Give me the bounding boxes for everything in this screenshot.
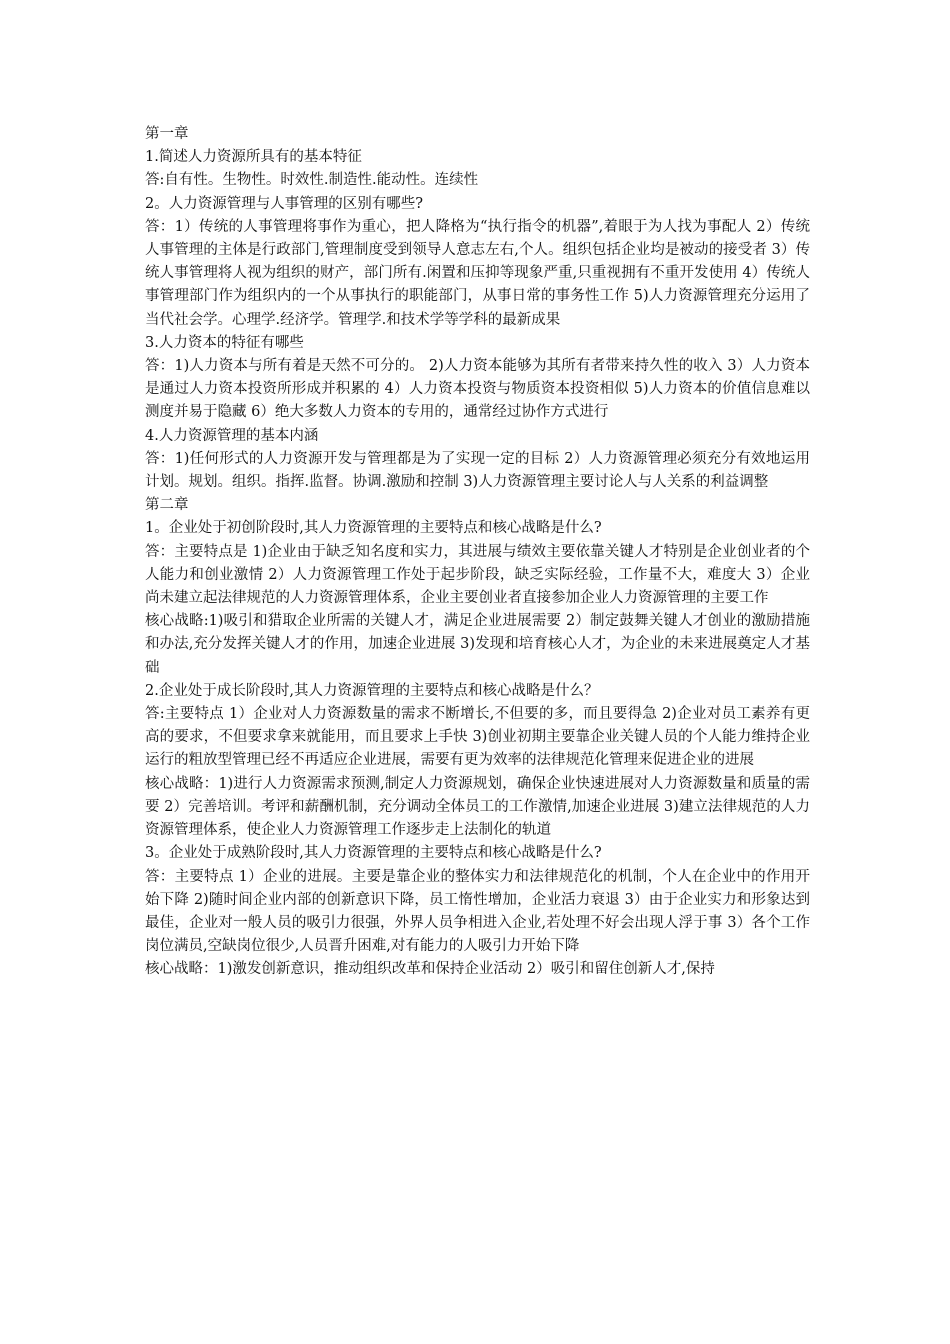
question: 2。人力资源管理与人事管理的区别有哪些?: [145, 195, 423, 212]
question: 4.人力资源管理的基本内涵: [145, 427, 319, 444]
core-strategy: 核心战略：1)进行人力资源需求预测,制定人力资源规划，确保企业快速进展对人力资源数量和质量的需要 2）完善培训。考评和薪酬机制，充分调动全体员工的工作激情,加速企业进展 3)建立法律规范的人力资源管理体系，使企业人力资源管理工作逐步走上法制化的轨道: [145, 775, 810, 839]
answer: 答：1)人力资本与所有着是天然不可分的。 2)人力资本能够为其所有者带来持久性的收入 3）人力资本是通过人力资本投资所形成并积累的 4）人力资本投资与物质资本投资相似 5)人力资本的价值信息难以测度并易于隐藏 6）绝大多数人力资本的专用的，通常经过协作方式进行: [145, 358, 810, 421]
document-page: [145, 123, 810, 982]
question: 1。企业处于初创阶段时,其人力资源管理的主要特点和核心战略是什么?: [145, 520, 602, 537]
answer: 答：主要特点 1）企业的进展。主要是靠企业的整体实力和法律规范化的机制，个人在企业中的作用开始下降 2)随时间企业内部的创新意识下降，员工惰性增加，企业活力衰退 3）由于企业实力和形象达到最佳，企业对一般人员的吸引力很强，外界人员争相进入企业,若处理不好会出现人浮于事 3）各个工作岗位满员,空缺岗位很少,人员晋升困难,对有能力的人吸引力开始下降: [145, 868, 810, 955]
answer: 答:自有性。生物性。时效性.制造性.能动性。连续性: [145, 172, 479, 189]
chapter-heading: 第一章: [145, 126, 189, 142]
question: 1.简述人力资源所具有的基本特征: [145, 149, 362, 166]
chapter-heading: 第二章: [145, 497, 189, 514]
core-strategy: 核心战略:1)吸引和猎取企业所需的关键人才，满足企业进展需要 2）制定鼓舞关键人才创业的激励措施和办法,充分发挥关键人才的作用，加速企业进展 3)发现和培育核心人才，为企业的未来进展奠定人才基础: [145, 613, 810, 676]
answer: 答：1）传统的人事管理将事作为重心，把人降格为“执行指令的机器”,着眼于为人找为事配人 2）传统人事管理的主体是行政部门,管理制度受到领导人意志左右,个人。组织包括企业均是被动的接受者 3）传统人事管理将人视为组织的财产，部门所有.闲置和压抑等现象严重,只重视拥有不重开发使用 4）传统人事管理部门作为组织内的一个从事执行的职能部门，从事日常的事务性工作 5)人力资源管理充分运用了当代社会学。心理学.经济学。管理学.和技术学等学科的最新成果: [145, 218, 810, 328]
core-strategy: 核心战略：1)激发创新意识，推动组织改革和保持企业活动 2）吸引和留住创新人才,保持: [145, 961, 715, 978]
question: 3.人力资本的特征有哪些: [145, 334, 304, 351]
answer: 答：1)任何形式的人力资源开发与管理都是为了实现一定的目标 2）人力资源管理必须充分有效地运用计划。规划。组织。指挥.监督。协调.激励和控制 3)人力资源管理主要讨论人与人关系的利益调整: [145, 450, 810, 491]
question: 2.企业处于成长阶段时,其人力资源管理的主要特点和核心战略是什么？: [145, 682, 599, 699]
answer: 答：主要特点是 1)企业由于缺乏知名度和实力，其进展与绩效主要依靠关键人才特别是企业创业者的个人能力和创业激情 2）人力资源管理工作处于起步阶段，缺乏实际经验，工作量不大，难度大 3）企业尚未建立起法律规范的人力资源管理体系，企业主要创业者直接参加企业人力资源管理的主要工作: [145, 543, 810, 607]
question: 3。企业处于成熟阶段时,其人力资源管理的主要特点和核心战略是什么?: [145, 845, 602, 862]
answer: 答:主要特点 1）企业对人力资源数量的需求不断增长,不但要的多，而且要得急 2)企业对员工素养有更高的要求，不但要求拿来就能用，而且要求上手快 3)创业初期主要靠企业关键人员的个人能力维持企业运行的粗放型管理已经不再适应企业进展，需要有更为效率的法律规范化管理来促进企业的进展: [145, 706, 810, 769]
